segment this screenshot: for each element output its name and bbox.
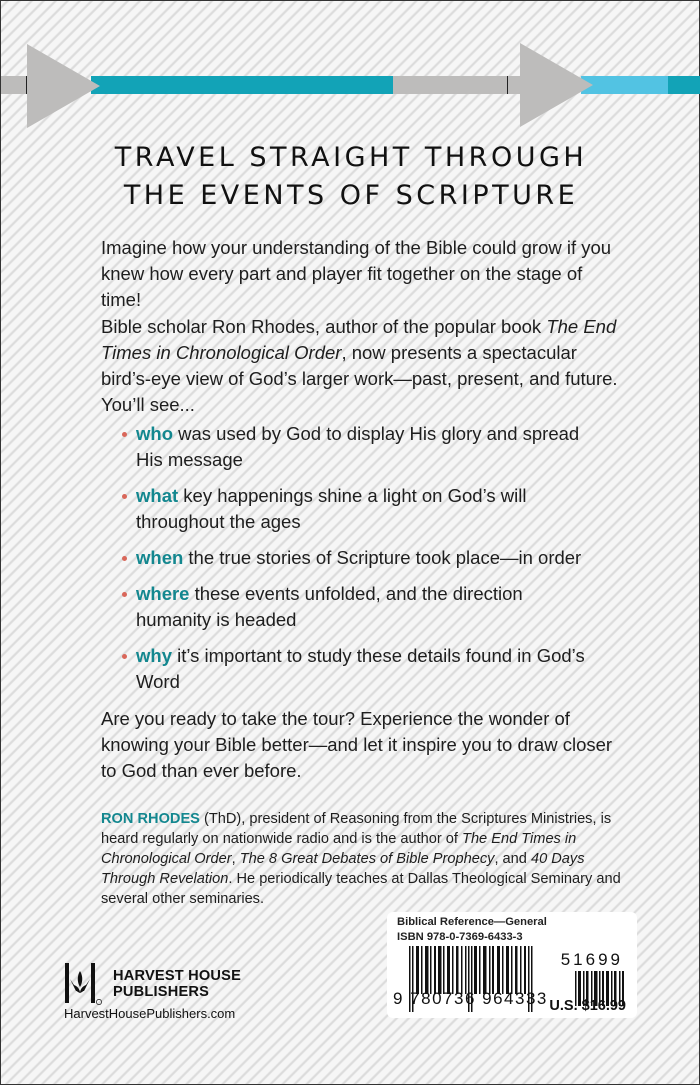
price-label: U.S. $16.99 xyxy=(549,998,626,1014)
harvest-house-logo-icon xyxy=(64,963,104,1005)
bullet-dot-icon xyxy=(122,432,127,437)
author-name: RON RHODES xyxy=(101,811,200,827)
bullet-text: the true stories of Scripture took place—in order xyxy=(183,547,582,568)
list-item xyxy=(121,421,591,473)
headline-line-1: TRAVEL STRAIGHT THROUGH xyxy=(114,142,588,173)
publisher-name-line-2: PUBLISHERS xyxy=(113,984,210,1000)
publisher-logo xyxy=(64,963,254,1043)
timeline-bar-gray xyxy=(393,76,520,94)
timeline-bar-teal xyxy=(668,76,700,94)
arrow-right-icon xyxy=(520,43,593,127)
book-title: 40 Days Through Revelation xyxy=(101,851,585,887)
list-item xyxy=(121,643,591,695)
bullet-dot-icon xyxy=(122,592,127,597)
bullet-keyword: why xyxy=(136,645,172,666)
book-title: The 8 Great Debates of Bible Prophecy xyxy=(239,851,495,867)
publisher-name-line-1: HARVEST HOUSE xyxy=(113,968,242,984)
closing-paragraph: Are you ready to take the tour? Experience the wonder of knowing your Bible better—and let it inspire you to draw closer to God than ever before. xyxy=(101,708,613,781)
bullet-keyword: what xyxy=(136,485,179,506)
timeline-bar-gray xyxy=(1,76,27,94)
description-text: , now presents a spectacular bird’s-eye view of God’s larger work—past, present, and future. You’ll see... xyxy=(101,342,618,415)
bio-text: . He periodically teaches at Dallas Theological Seminary and several other seminaries. xyxy=(101,871,621,907)
timeline-bar-teal xyxy=(91,76,393,94)
timeline-arrows-graphic xyxy=(1,1,700,141)
bullet-keyword: when xyxy=(136,547,184,568)
publisher-name xyxy=(113,968,241,1000)
bullet-keyword: where xyxy=(136,583,190,604)
price-code: 51699 xyxy=(560,950,623,969)
barcode-digits: 9 780736 964333 xyxy=(393,989,548,1008)
bullet-dot-icon xyxy=(122,494,127,499)
headline-line-2: THE EVENTS OF SCRIPTURE xyxy=(123,180,579,211)
feature-list xyxy=(121,421,591,705)
bullet-text: it’s important to study these details found in God’s Word xyxy=(136,645,585,692)
intro-paragraph: Imagine how your understanding of the Bible could grow if you knew how every part and player fit together on the stage of time! xyxy=(101,237,612,310)
description-paragraph xyxy=(101,314,621,418)
description-text: Bible scholar Ron Rhodes, author of the popular book xyxy=(101,316,547,337)
book-title: The End Times in Chronological Order xyxy=(101,316,617,363)
list-item xyxy=(121,581,591,633)
book-category: Biblical Reference—General xyxy=(397,916,547,928)
timeline-tick xyxy=(507,76,508,94)
bullet-text: was used by God to display His glory and spread His message xyxy=(136,423,580,470)
author-bio xyxy=(101,809,621,909)
publisher-url: HarvestHousePublishers.com xyxy=(64,1006,236,1021)
isbn-number: ISBN 978-0-7369-6433-3 xyxy=(397,931,523,943)
bullet-text: these events unfolded, and the direction humanity is headed xyxy=(136,583,523,630)
bullet-keyword: who xyxy=(136,423,173,444)
list-item xyxy=(121,483,591,535)
arrow-right-icon xyxy=(27,44,100,128)
isbn-barcode-label xyxy=(387,912,637,1018)
bio-text: (ThD), president of Reasoning from the Scriptures Ministries, is heard regularly on nationwide radio and is the author of xyxy=(101,811,612,847)
cover-headline xyxy=(1,139,700,215)
list-item xyxy=(121,545,591,571)
bullet-dot-icon xyxy=(122,556,127,561)
bullet-text: key happenings shine a light on God’s will throughout the ages xyxy=(136,485,527,532)
book-title: The End Times in Chronological Order xyxy=(101,831,577,867)
bullet-dot-icon xyxy=(122,654,127,659)
timeline-bar-light-blue xyxy=(581,76,669,94)
bio-text: , xyxy=(231,851,240,867)
bio-text: , and xyxy=(494,851,531,867)
